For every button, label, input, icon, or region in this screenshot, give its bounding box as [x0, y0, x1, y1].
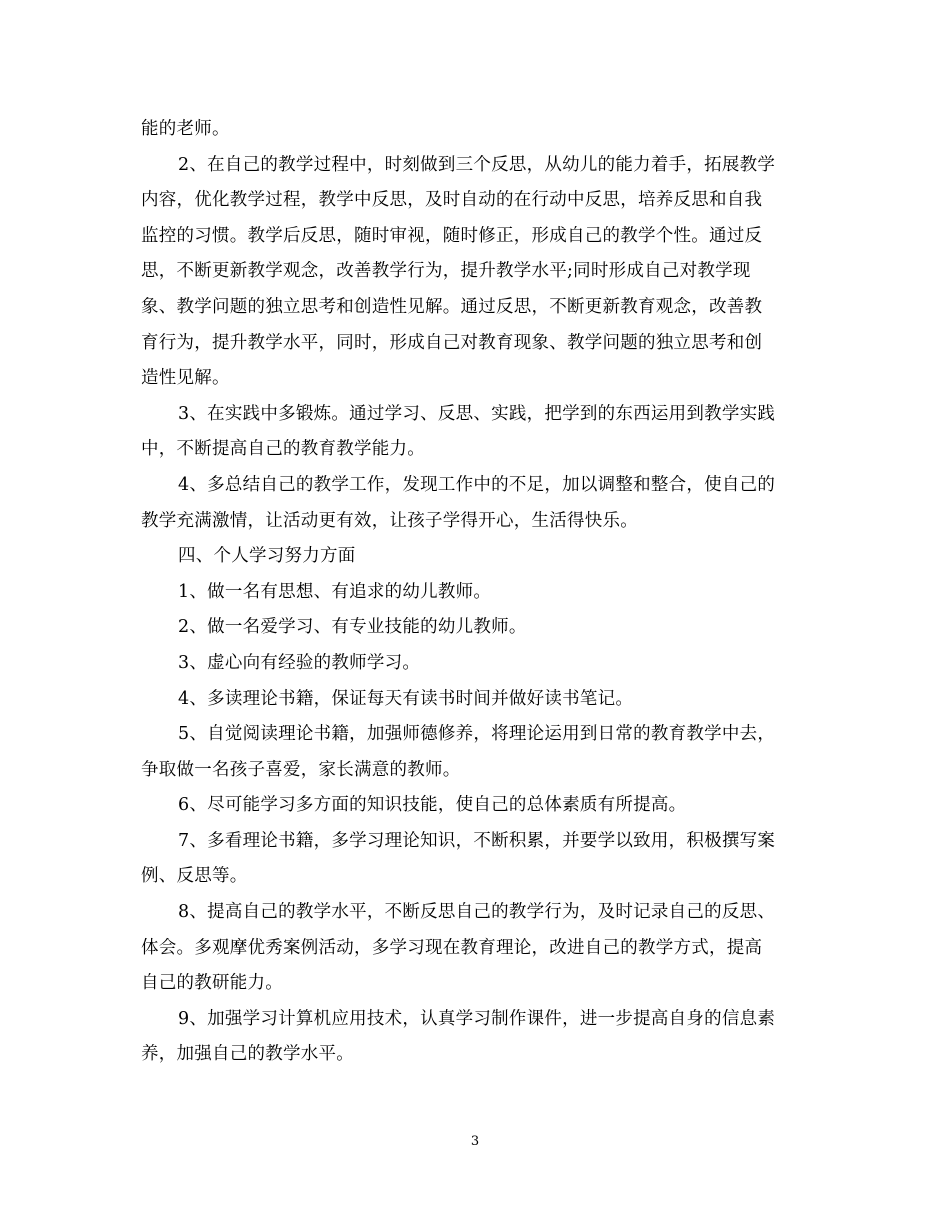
- text-line: 1、做一名有思想、有追求的幼儿教师。: [178, 581, 492, 602]
- text-line: 6、尽可能学习多方面的知识技能，使自己的总体素质有所提高。: [178, 795, 687, 816]
- text-line: 思，不断更新教学观念，改善教学行为，提升教学水平;同时形成自己对教学现: [141, 261, 751, 282]
- text-line: 体会。多观摩优秀案例活动，多学习现在教育理论，改进自己的教学方式，提高: [141, 937, 763, 958]
- text-line: 养，加强自己的教学水平。: [141, 1044, 354, 1065]
- text-line: 例、反思等。: [141, 866, 248, 887]
- text-line: 5、自觉阅读理论书籍，加强师德修养，将理论运用到日常的教育教学中去，: [178, 724, 776, 745]
- text-line: 2、在自己的教学过程中，时刻做到三个反思，从幼儿的能力着手，拓展教学: [178, 154, 776, 175]
- text-line: 2、做一名爱学习、有专业技能的幼儿教师。: [178, 617, 527, 638]
- text-line: 监控的习惯。教学后反思，随时审视，随时修正，形成自己的教学个性。通过反: [141, 225, 763, 246]
- text-line: 能的老师。: [141, 119, 230, 139]
- section-heading: 四、个人学习努力方面: [178, 546, 356, 567]
- text-line: 3、在实践中多锻炼。通过学习、反思、实践，把学到的东西运用到教学实践: [178, 403, 776, 424]
- text-line: 4、多总结自己的教学工作，发现工作中的不足，加以调整和整合，使自己的: [178, 474, 776, 495]
- document-body: [141, 112, 809, 1073]
- text-line: 7、多看理论书籍，多学习理论知识，不断积累，并要学以致用，积极撰写案: [178, 830, 776, 851]
- text-line: 造性见解。: [141, 368, 230, 389]
- text-line: 4、多读理论书籍，保证每天有读书时间并做好读书笔记。: [178, 688, 634, 709]
- text-line: 9、加强学习计算机应用技术，认真学习制作课件，进一步提高自身的信息素: [178, 1008, 776, 1029]
- text-line: 中，不断提高自己的教育教学能力。: [141, 439, 425, 460]
- text-line: 教学充满激情，让活动更有效，让孩子学得开心，生活得快乐。: [141, 510, 638, 531]
- text-line: 自己的教研能力。: [141, 973, 283, 994]
- text-line: 8、提高自己的教学水平，不断反思自己的教学行为，及时记录自己的反思、: [178, 902, 776, 923]
- text-line: 象、教学问题的独立思考和创造性见解。通过反思，不断更新教育观念，改善教: [141, 296, 763, 317]
- text-line: 育行为，提升教学水平，同时，形成自己对教育现象、教学问题的独立思考和创: [141, 332, 763, 353]
- text-line: 3、虚心向有经验的教师学习。: [178, 652, 421, 673]
- text-line: 内容，优化教学过程，教学中反思，及时自动的在行动中反思，培养反思和自我: [141, 190, 763, 211]
- text-line: 争取做一名孩子喜爱，家长满意的教师。: [141, 759, 461, 780]
- page-number: 3: [470, 1134, 480, 1149]
